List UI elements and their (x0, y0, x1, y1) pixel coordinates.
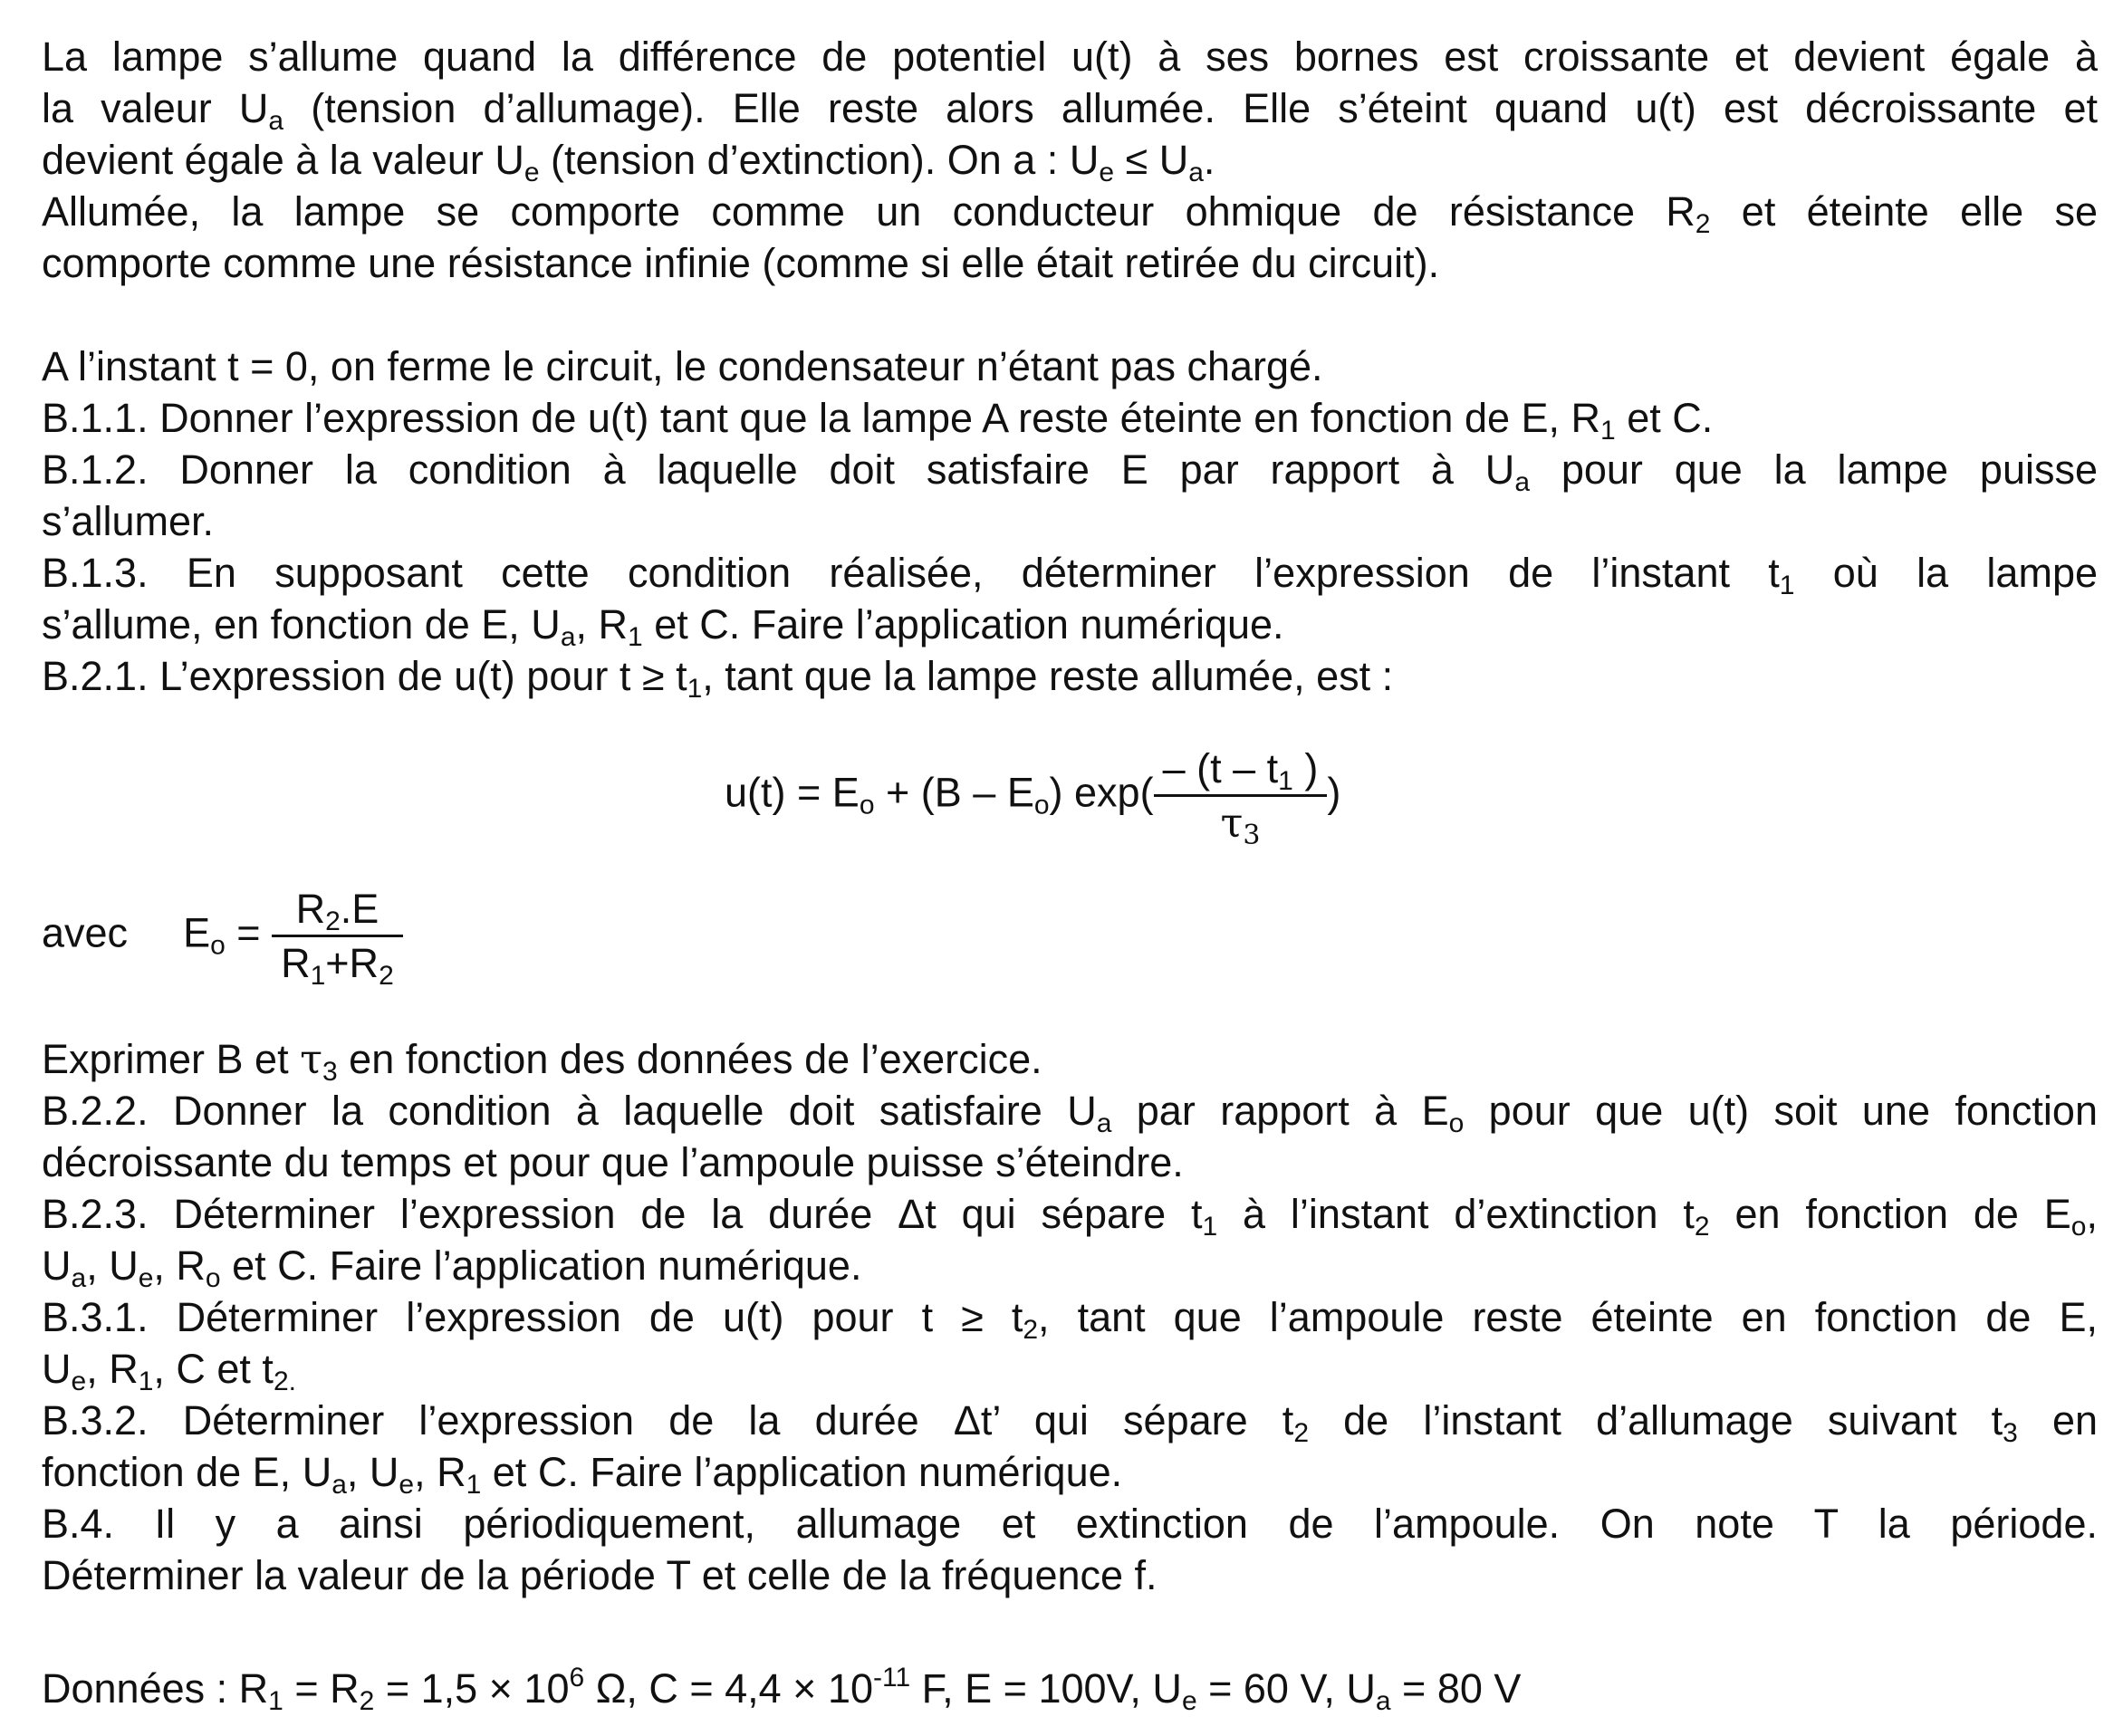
question-b-2-2-cont: décroissante du temps et pour que l’ampoule puisse s’éteindre. (42, 1139, 1184, 1185)
question-b-2-2: B.2.2. Donner la condition à laquelle doit satisfaire $U_a$ par rapport à $E_o$ pour que u(t) soit une fonction (42, 1088, 2098, 1138)
question-b-3-2: B.3.2. Déterminer l’expression de la durée Δt’ qui sépare $t_2$ de l’instant d’allumage suivant $t_3$ en (42, 1397, 2099, 1448)
question-b-4-cont: Déterminer la valeur de la période T et celle de la fréquence f. (42, 1552, 1158, 1598)
question-b-1-2-cont: s’allumer. (42, 498, 215, 544)
question-b-2-3: B.2.3. Déterminer l’expression de la durée Δt qui sépare $t_1$ à l’instant d’extinction $t_2$ en fonction de $E_o$, (42, 1191, 2098, 1242)
intro-line-2: la valeur $U_a$ (tension d’allumage). Elle reste alors allumée. Elle s’éteint quand u(t) est décroissante et (42, 85, 2098, 136)
intro-line-1: La lampe s’allume quand la différence de potentiel u(t) à ses bornes est croissante et devient égale à (42, 34, 2098, 80)
question-b-3-2-cont: fonction de E, $U_a$, $U_e$, $R_1$ et C. Faire l’application numérique. (42, 1449, 1123, 1500)
intro-paragraph (42, 31, 2098, 289)
donnees-line: Données : $R_1 = R_2 = 1,5 \times 10^6$ Ω, $C = 4,4 \times 10^{-11}$ F, E = 100V, $U_e = 60$ V, $U_a = 80$ V (42, 1663, 1522, 1716)
part-b-line-1: A l’instant t = 0, on ferme le circuit, le condensateur n’étant pas chargé. (42, 343, 1323, 389)
question-b-1-3-cont: s’allume, en fonction de E, $U_a$, $R_1$ et C. Faire l’application numérique. (42, 601, 1284, 652)
part-b-questions (42, 340, 2098, 702)
question-b-1-2: B.1.2. Donner la condition à laquelle doit satisfaire E par rapport à $U_a$ pour que la lampe puisse (42, 446, 2098, 497)
express-b-tau3: Exprimer B et $\tau_3$ en fonction des données de l’exercice. (42, 1035, 1042, 1087)
formula-u-t: $u(t) = E_o + (B - E_o)$ exp( $\frac{- (t - t_1 )}{\tau_3}$ ) (725, 743, 1340, 849)
intro-line-3: devient égale à la valeur $U_e$ (tension d’extinction). On a : $U_e \le U_a$. (42, 137, 1215, 187)
exp-fraction: $\frac{- (t - t_1 )}{\tau_3}$ (1154, 743, 1328, 849)
intro-line-5: comporte comme une résistance infinie (comme si elle était retirée du circuit). (42, 240, 1440, 286)
question-b-3-1-cont: $U_e$, $R_1$, C et $t_{2.}$ (42, 1346, 296, 1396)
part-b2-questions (42, 1033, 2098, 1601)
e0-fraction: $\frac{R_2.E}{R_1+R_2}$ (272, 883, 403, 989)
question-b-4: B.4. Il y a ainsi périodiquement, allumage et extinction de l’ampoule. On note T la période. (42, 1501, 2098, 1547)
intro-line-4: Allumée, la lampe se comporte comme un conducteur ohmique de résistance $R_2$ et éteinte elle se (42, 188, 2098, 239)
question-b-2-1: B.2.1. L’expression de u(t) pour $t \ge t_1$, tant que la lampe reste allumée, est : (42, 653, 1394, 704)
question-b-3-1: B.3.1. Déterminer l’expression de u(t) pour $t \ge t_2$, tant que l’ampoule reste éteinte en fonction de E, (42, 1294, 2098, 1345)
formula-e0: avec $E_o$ = $\frac{R_2.E}{R_1+R_2}$ (42, 883, 403, 989)
question-b-1-1: B.1.1. Donner l’expression de u(t) tant que la lampe A reste éteinte en fonction de E, $R_1$ et C. (42, 395, 1714, 446)
question-b-1-3: B.1.3. En supposant cette condition réalisée, déterminer l’expression de l’instant $t_1$ où la lampe (42, 550, 2098, 600)
question-b-2-3-cont: $U_a$, $U_e$, $R_o$ et C. Faire l’application numérique. (42, 1242, 862, 1293)
